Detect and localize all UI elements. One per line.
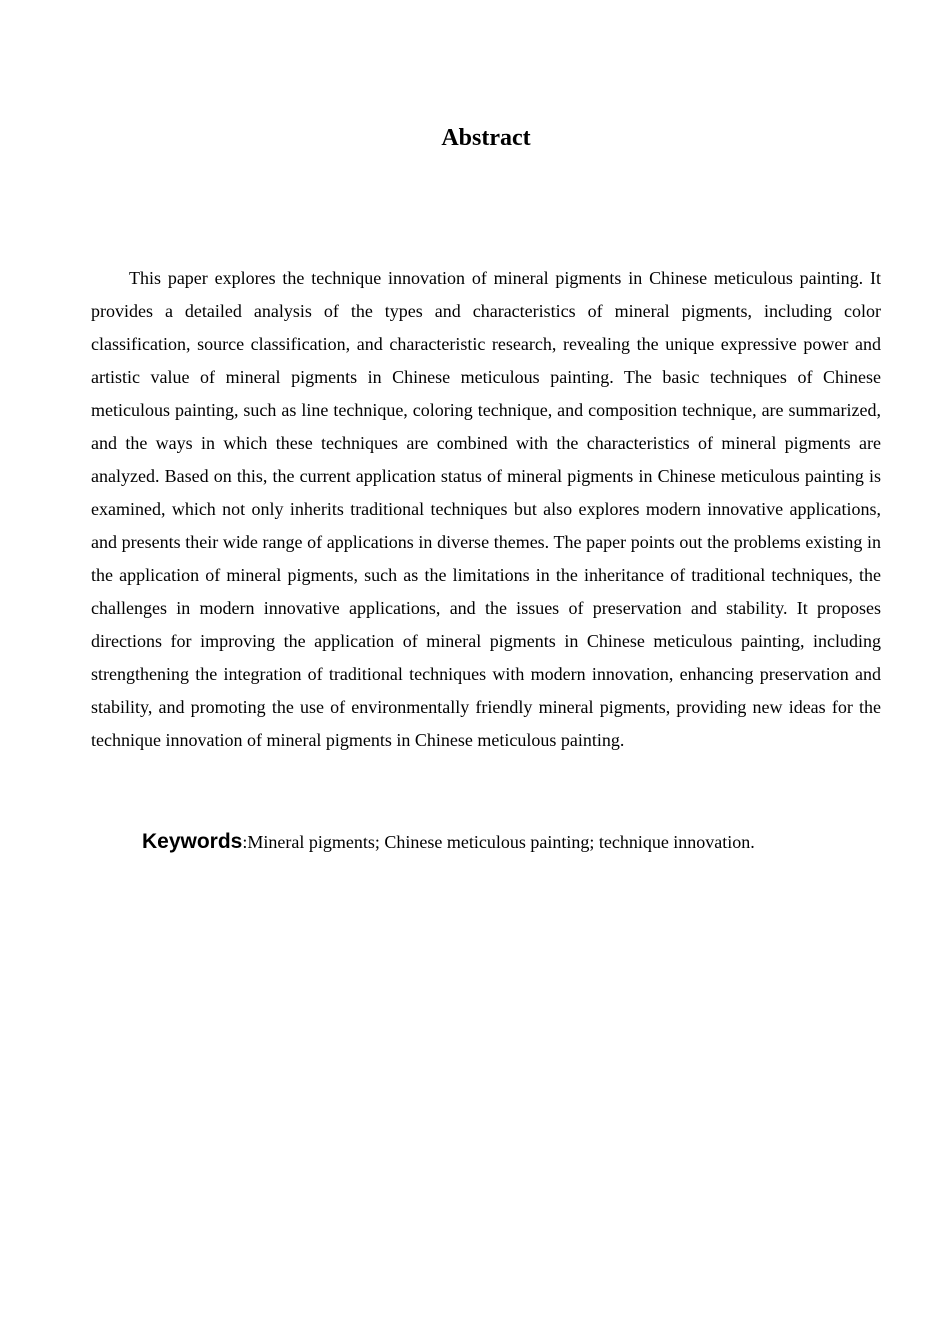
keywords-value: Mineral pigments; Chinese meticulous painting; technique innovation.: [247, 832, 755, 852]
abstract-body: This paper explores the technique innovation of mineral pigments in Chinese meticulous painting. It provides a detailed analysis of the types and characteristics of mineral pigments, including color classification, source classification, and characteristic research, revealing the unique expressive power and artistic value of mineral pigments in Chinese meticulous painting. The basic techniques of Chinese meticulous painting, such as line technique, coloring technique, and composition technique, are summarized, and the ways in which these techniques are combined with the characteristics of mineral pigments are analyzed. Based on this, the current application status of mineral pigments in Chinese meticulous painting is examined, which not only inherits traditional techniques but also explores modern innovative applications, and presents their wide range of applications in diverse themes. The paper points out the problems existing in the application of mineral pigments, such as the limitations in the inheritance of traditional techniques, the challenges in modern innovative applications, and the issues of preservation and stability. It proposes directions for improving the application of mineral pigments in Chinese meticulous painting, including strengthening the integration of traditional techniques with modern innovation, enhancing preservation and stability, and promoting the use of environmentally friendly mineral pigments, providing new ideas for the technique innovation of mineral pigments in Chinese meticulous painting.: [91, 268, 881, 750]
keywords-line: [142, 827, 882, 857]
keywords-label: Keywords: [142, 830, 243, 853]
keywords-separator: :: [242, 832, 248, 852]
abstract-title: Abstract: [441, 125, 531, 151]
